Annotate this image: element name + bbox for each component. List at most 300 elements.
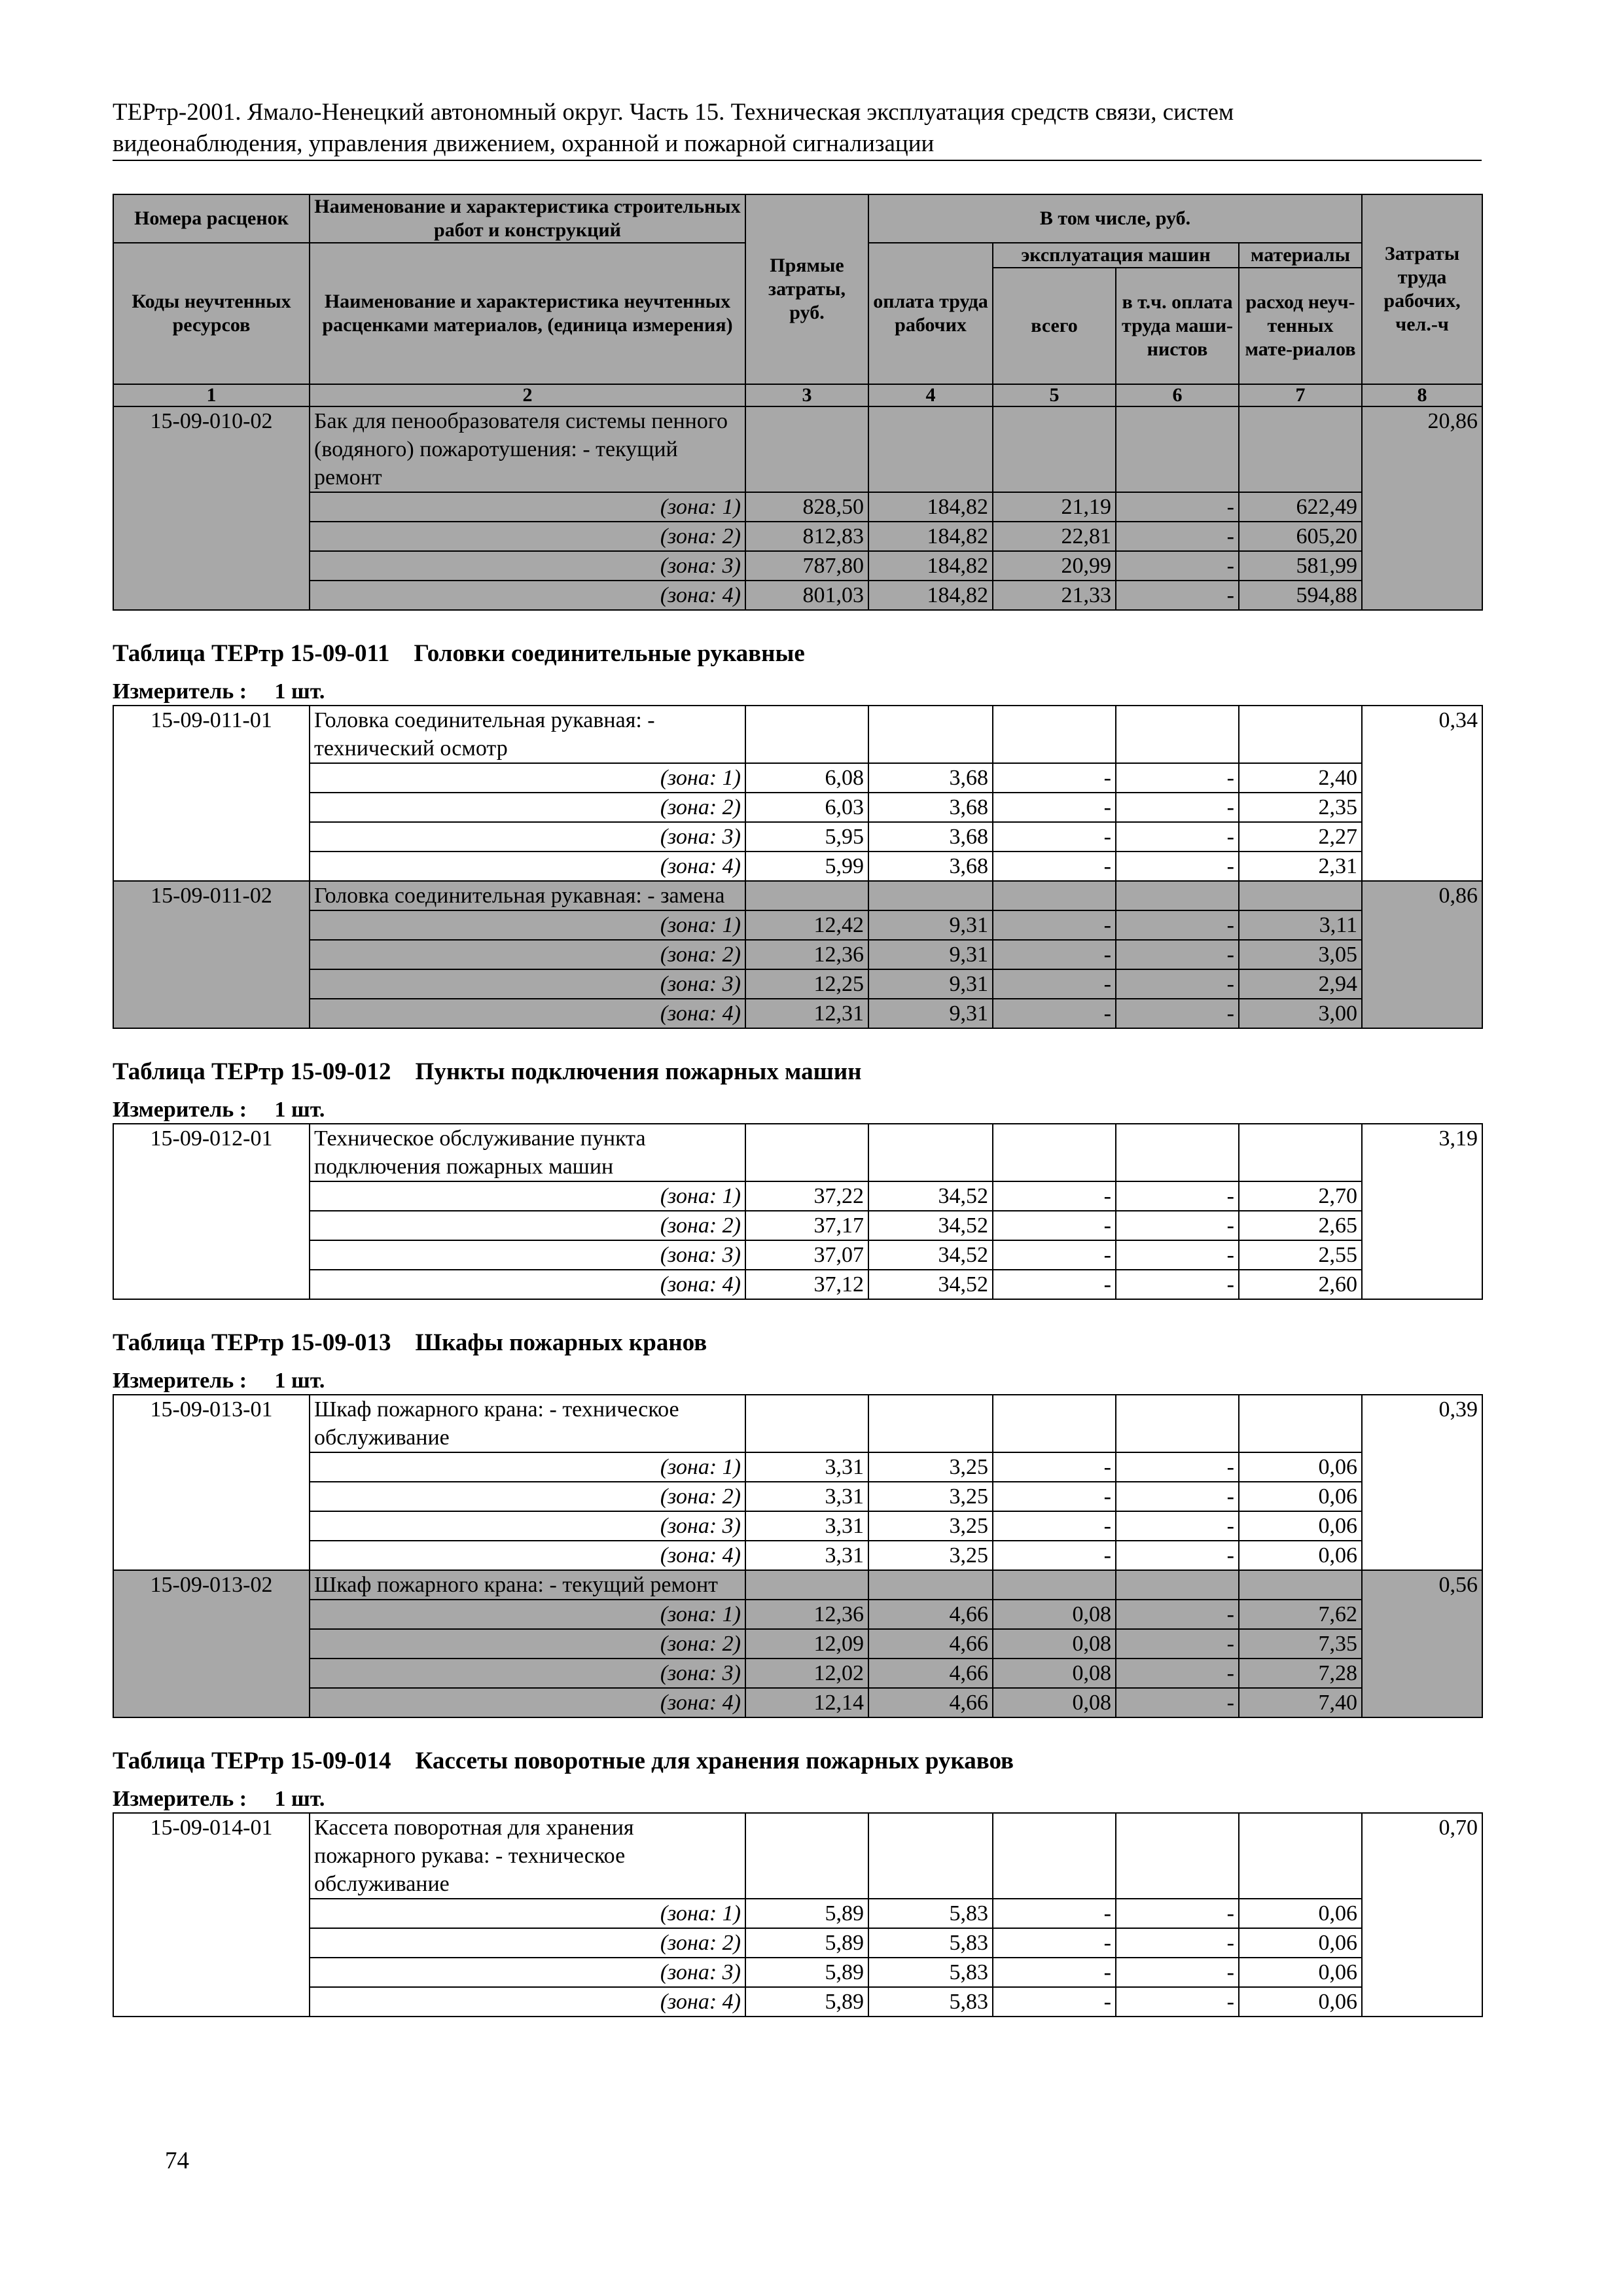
zone-value-v7: 0,06 [1239,1452,1362,1482]
rate-code: 15-09-010-02 [113,406,310,610]
document-page [113,97,1482,2017]
rate-code: 15-09-011-01 [113,706,310,881]
zone-value-v3: 12,09 [745,1629,868,1659]
zone-value-v7: 2,27 [1239,822,1362,852]
zone-value-v7: 2,40 [1239,763,1362,793]
zone-value-v6: - [1116,1958,1239,1987]
rate-name: Кассета поворотная для хранения пожарного рукава: - техническое обслуживание [310,1813,745,1899]
empty-cell [868,406,993,492]
zone-value-v5: - [993,1958,1116,1987]
zone-value-v6: - [1116,1987,1239,2017]
zone-value-v4: 9,31 [868,999,993,1028]
zone-row [113,1270,1482,1299]
empty-cell [745,406,868,492]
zone-value-v4: 9,31 [868,940,993,969]
zone-row [113,1928,1482,1958]
col6-header: в т.ч. оплата труда маши-нистов [1116,268,1239,384]
zone-label: (зона: 3) [310,822,745,852]
zone-label: (зона: 2) [310,1211,745,1240]
empty-cell [993,706,1116,763]
zone-value-v5: 22,81 [993,522,1116,551]
section-title: Таблица ТЕРтр 15-09-012 Пункты подключения пожарных машин [113,1058,862,1085]
zone-value-v5: - [993,1987,1116,2017]
zone-value-v6: - [1116,940,1239,969]
zone-value-v7: 0,06 [1239,1899,1362,1928]
zone-value-v4: 3,25 [868,1511,993,1541]
zone-value-v4: 5,83 [868,1987,993,2017]
machines-header: эксплуатация машин [993,243,1239,268]
zone-value-v3: 12,25 [745,969,868,999]
column-number: 1 [113,384,310,406]
zone-label: (зона: 2) [310,1482,745,1511]
zone-value-v4: 4,66 [868,1688,993,1717]
zone-value-v5: - [993,1511,1116,1541]
zone-value-v6: - [1116,999,1239,1028]
zone-value-v6: - [1116,822,1239,852]
zone-value-v4: 5,83 [868,1928,993,1958]
zone-row [113,581,1482,610]
empty-cell [1239,1813,1362,1899]
rate-code: 15-09-013-01 [113,1395,310,1570]
rate-code: 15-09-013-02 [113,1570,310,1717]
empty-cell [868,1395,993,1452]
empty-cell [1239,706,1362,763]
zone-value-v6: - [1116,1928,1239,1958]
zone-row [113,763,1482,793]
column-number: 3 [745,384,868,406]
zone-value-v5: - [993,852,1116,881]
zone-value-v6: - [1116,1541,1239,1570]
zone-value-v3: 12,31 [745,999,868,1028]
zone-value-v3: 12,14 [745,1688,868,1717]
zone-value-v3: 801,03 [745,581,868,610]
rate-code: 15-09-014-01 [113,1813,310,2017]
zone-label: (зона: 4) [310,1541,745,1570]
section-meter: Измеритель : 1 шт. [113,1787,325,1811]
zone-value-v5: - [993,1928,1116,1958]
zone-label: (зона: 1) [310,910,745,940]
zone-row [113,1958,1482,1987]
rates-table-header [113,194,1483,611]
zone-label: (зона: 1) [310,492,745,522]
section-title: Таблица ТЕРтр 15-09-011 Головки соединительные рукавные [113,640,805,667]
zone-row [113,969,1482,999]
column-number: 2 [310,384,745,406]
materials-header: материалы [1239,243,1362,268]
rate-row [113,406,1482,492]
zone-value-v7: 2,65 [1239,1211,1362,1240]
empty-cell [1239,881,1362,910]
zone-label: (зона: 1) [310,1600,745,1629]
zone-value-v4: 9,31 [868,910,993,940]
zone-value-v6: - [1116,1659,1239,1688]
zone-value-v3: 12,36 [745,940,868,969]
zone-row [113,1600,1482,1629]
zone-value-v6: - [1116,910,1239,940]
zone-row [113,522,1482,551]
zone-value-v4: 184,82 [868,492,993,522]
zone-value-v3: 5,89 [745,1899,868,1928]
zone-value-v6: - [1116,1600,1239,1629]
zone-label: (зона: 1) [310,1181,745,1211]
col2-top-header: Наименование и характеристика строительных работ и конструкций [310,194,745,243]
zone-value-v7: 0,06 [1239,1958,1362,1987]
zone-value-v7: 2,94 [1239,969,1362,999]
rate-name: Шкаф пожарного крана: - текущий ремонт [310,1570,745,1600]
labor-cost: 20,86 [1362,406,1482,610]
zone-label: (зона: 2) [310,793,745,822]
rate-code: 15-09-012-01 [113,1124,310,1299]
zone-value-v3: 6,08 [745,763,868,793]
zone-value-v5: - [993,1270,1116,1299]
zone-label: (зона: 2) [310,1928,745,1958]
empty-cell [868,1813,993,1899]
col5-header: всего [993,268,1116,384]
empty-cell [745,1395,868,1452]
zone-value-v6: - [1116,1511,1239,1541]
zone-value-v3: 5,95 [745,822,868,852]
empty-cell [993,406,1116,492]
zone-label: (зона: 3) [310,1240,745,1270]
section-table [113,1812,1483,2017]
labor-cost: 0,56 [1362,1570,1482,1717]
zone-value-v3: 6,03 [745,793,868,822]
zone-value-v4: 34,52 [868,1211,993,1240]
zone-value-v6: - [1116,492,1239,522]
zone-value-v4: 3,25 [868,1482,993,1511]
zone-label: (зона: 4) [310,999,745,1028]
zone-value-v5: 0,08 [993,1659,1116,1688]
zone-value-v5: - [993,1211,1116,1240]
zone-value-v7: 2,31 [1239,852,1362,881]
zone-value-v5: - [993,822,1116,852]
empty-cell [1116,406,1239,492]
zone-value-v4: 4,66 [868,1629,993,1659]
zone-value-v3: 5,89 [745,1928,868,1958]
section-title: Таблица ТЕРтр 15-09-014 Кассеты поворотные для хранения пожарных рукавов [113,1748,1014,1774]
zone-value-v6: - [1116,1181,1239,1211]
zone-value-v5: - [993,1541,1116,1570]
empty-cell [1116,1570,1239,1600]
zone-value-v7: 3,05 [1239,940,1362,969]
zone-value-v7: 605,20 [1239,522,1362,551]
zone-label: (зона: 4) [310,1688,745,1717]
labor-cost: 0,70 [1362,1813,1482,2017]
zone-value-v5: 20,99 [993,551,1116,581]
empty-cell [1239,406,1362,492]
zone-label: (зона: 2) [310,940,745,969]
zone-value-v6: - [1116,1211,1239,1240]
zone-value-v5: - [993,940,1116,969]
zone-value-v7: 7,62 [1239,1600,1362,1629]
empty-cell [868,706,993,763]
rate-row [113,1124,1482,1181]
zone-row [113,1181,1482,1211]
zone-value-v5: - [993,1240,1116,1270]
zone-label: (зона: 3) [310,969,745,999]
zone-row [113,910,1482,940]
running-header-line-1: ТЕРтр-2001. Ямало-Ненецкий автономный округ. Часть 15. Техническая эксплуатация средств связи, систем [113,99,1234,126]
zone-value-v6: - [1116,969,1239,999]
zone-value-v4: 3,68 [868,852,993,881]
zone-value-v7: 594,88 [1239,581,1362,610]
section-table [113,705,1483,1029]
col4-header: оплата труда рабочих [868,243,993,384]
rate-name: Техническое обслуживание пункта подключения пожарных машин [310,1124,745,1181]
col1-top-header: Номера расценок [113,194,310,243]
zone-value-v7: 0,06 [1239,1482,1362,1511]
empty-cell [1239,1124,1362,1181]
zone-value-v6: - [1116,522,1239,551]
zone-value-v4: 5,83 [868,1899,993,1928]
empty-cell [745,1124,868,1181]
section-title: Таблица ТЕРтр 15-09-013 Шкафы пожарных кранов [113,1329,707,1356]
zone-value-v7: 2,60 [1239,1270,1362,1299]
zone-value-v6: - [1116,1688,1239,1717]
empty-cell [1239,1395,1362,1452]
zone-label: (зона: 3) [310,1659,745,1688]
zone-label: (зона: 4) [310,852,745,881]
zone-label: (зона: 4) [310,581,745,610]
zone-value-v6: - [1116,551,1239,581]
empty-cell [1116,881,1239,910]
empty-cell [1116,1124,1239,1181]
rate-row [113,881,1482,910]
zone-value-v5: - [993,1482,1116,1511]
zone-value-v3: 37,22 [745,1181,868,1211]
zone-value-v6: - [1116,1270,1239,1299]
rate-name: Головка соединительная рукавная: - замена [310,881,745,910]
zone-value-v5: - [993,910,1116,940]
empty-cell [993,1813,1116,1899]
zone-value-v3: 3,31 [745,1482,868,1511]
zone-label: (зона: 4) [310,1270,745,1299]
zone-value-v7: 7,35 [1239,1629,1362,1659]
rate-row [113,1395,1482,1452]
zone-value-v3: 12,02 [745,1659,868,1688]
zone-row [113,1541,1482,1570]
section-table [113,1123,1483,1300]
zone-value-v5: - [993,763,1116,793]
rate-code: 15-09-011-02 [113,881,310,1028]
zone-value-v4: 34,52 [868,1270,993,1299]
zone-value-v5: 0,08 [993,1600,1116,1629]
rate-row [113,1813,1482,1899]
zone-value-v5: 21,19 [993,492,1116,522]
zone-label: (зона: 1) [310,1899,745,1928]
zone-value-v7: 2,35 [1239,793,1362,822]
zone-value-v5: - [993,1452,1116,1482]
zone-row [113,1987,1482,2017]
zone-value-v6: - [1116,1240,1239,1270]
zone-value-v5: - [993,999,1116,1028]
sections-container [113,638,1482,2017]
zone-row [113,1899,1482,1928]
zone-label: (зона: 2) [310,522,745,551]
zone-label: (зона: 4) [310,1987,745,2017]
zone-value-v7: 2,70 [1239,1181,1362,1211]
zone-row [113,492,1482,522]
zone-value-v3: 3,31 [745,1511,868,1541]
zone-value-v6: - [1116,581,1239,610]
empty-cell [1116,1395,1239,1452]
zone-value-v4: 34,52 [868,1240,993,1270]
empty-cell [993,1570,1116,1600]
labor-cost: 0,86 [1362,881,1482,1028]
zone-row [113,551,1482,581]
empty-cell [745,1570,868,1600]
zone-value-v6: - [1116,793,1239,822]
zone-row [113,1482,1482,1511]
empty-cell [993,1395,1116,1452]
empty-cell [868,1570,993,1600]
column-number-row [113,384,1482,406]
zone-value-v7: 0,06 [1239,1928,1362,1958]
zone-value-v6: - [1116,763,1239,793]
zone-value-v3: 5,99 [745,852,868,881]
column-number: 8 [1362,384,1482,406]
empty-cell [745,706,868,763]
col2-bottom-header: Наименование и характеристика неучтенных расценками материалов, (единица измерения) [310,243,745,384]
zone-row [113,852,1482,881]
zone-value-v4: 184,82 [868,581,993,610]
zone-label: (зона: 2) [310,1629,745,1659]
col3-header: Прямые затраты, руб. [745,194,868,384]
zone-row [113,1629,1482,1659]
zone-value-v4: 3,68 [868,793,993,822]
labor-cost: 0,39 [1362,1395,1482,1570]
zone-label: (зона: 3) [310,551,745,581]
col1-bottom-header: Коды неучтенных ресурсов [113,243,310,384]
zone-value-v3: 3,31 [745,1541,868,1570]
running-header-line-2: видеонаблюдения, управления движением, охранной и пожарной сигнализации [113,128,1482,161]
zone-row [113,1659,1482,1688]
zone-value-v4: 5,83 [868,1958,993,1987]
zone-row [113,793,1482,822]
empty-cell [868,881,993,910]
empty-cell [868,1124,993,1181]
zone-value-v6: - [1116,1899,1239,1928]
zone-value-v3: 787,80 [745,551,868,581]
rate-row [113,706,1482,763]
zone-value-v4: 3,25 [868,1541,993,1570]
zone-label: (зона: 1) [310,1452,745,1482]
column-number: 4 [868,384,993,406]
zone-value-v7: 2,55 [1239,1240,1362,1270]
zone-value-v7: 3,11 [1239,910,1362,940]
zone-value-v3: 37,17 [745,1211,868,1240]
zone-value-v3: 812,83 [745,522,868,551]
zone-value-v7: 3,00 [1239,999,1362,1028]
empty-cell [993,881,1116,910]
zone-value-v4: 3,68 [868,822,993,852]
zone-value-v3: 37,07 [745,1240,868,1270]
empty-cell [745,881,868,910]
col7-header: расход неуч-тенных мате-риалов [1239,268,1362,384]
section-table [113,1394,1483,1718]
section-meter: Измеритель : 1 шт. [113,1098,325,1122]
zone-value-v3: 12,42 [745,910,868,940]
zone-value-v5: - [993,1181,1116,1211]
zone-value-v3: 37,12 [745,1270,868,1299]
zone-value-v4: 9,31 [868,969,993,999]
zone-value-v5: - [993,969,1116,999]
section-meter: Измеритель : 1 шт. [113,1369,325,1393]
zone-value-v7: 0,06 [1239,1541,1362,1570]
zone-value-v6: - [1116,852,1239,881]
rate-name: Головка соединительная рукавная: - технический осмотр [310,706,745,763]
rate-name: Шкаф пожарного крана: - техническое обслуживание [310,1395,745,1452]
zone-label: (зона: 1) [310,763,745,793]
zone-value-v4: 3,25 [868,1452,993,1482]
zone-row [113,1211,1482,1240]
zone-value-v7: 622,49 [1239,492,1362,522]
column-number: 5 [993,384,1116,406]
empty-cell [745,1813,868,1899]
zone-label: (зона: 3) [310,1511,745,1541]
column-number: 6 [1116,384,1239,406]
zone-value-v4: 4,66 [868,1600,993,1629]
zone-row [113,822,1482,852]
zone-value-v4: 3,68 [868,763,993,793]
zone-value-v7: 7,28 [1239,1659,1362,1688]
empty-cell [993,1124,1116,1181]
zone-value-v4: 184,82 [868,551,993,581]
zone-label: (зона: 3) [310,1958,745,1987]
section-meter: Измеритель : 1 шт. [113,679,325,704]
col8-header: Затраты труда рабочих, чел.-ч [1362,194,1482,384]
zone-value-v3: 3,31 [745,1452,868,1482]
zone-value-v5: 0,08 [993,1629,1116,1659]
column-number: 7 [1239,384,1362,406]
labor-cost: 3,19 [1362,1124,1482,1299]
rate-row [113,1570,1482,1600]
zone-value-v7: 0,06 [1239,1511,1362,1541]
zone-value-v7: 7,40 [1239,1688,1362,1717]
zone-value-v3: 828,50 [745,492,868,522]
labor-cost: 0,34 [1362,706,1482,881]
zone-value-v4: 4,66 [868,1659,993,1688]
empty-cell [1116,706,1239,763]
zone-row [113,1452,1482,1482]
zone-value-v5: - [993,1899,1116,1928]
zone-row [113,1511,1482,1541]
zone-value-v3: 5,89 [745,1987,868,2017]
group-header: В том числе, руб. [868,194,1362,243]
page-number: 74 [165,2147,189,2174]
zone-row [113,1688,1482,1717]
zone-value-v5: 0,08 [993,1688,1116,1717]
zone-value-v7: 581,99 [1239,551,1362,581]
zone-value-v3: 12,36 [745,1600,868,1629]
first-rate-body [113,406,1482,610]
zone-value-v5: 21,33 [993,581,1116,610]
zone-value-v4: 184,82 [868,522,993,551]
rate-name: Бак для пенообразователя системы пенного (водяного) пожаротушения: - текущий ремонт [310,406,745,492]
zone-value-v3: 5,89 [745,1958,868,1987]
zone-row [113,940,1482,969]
empty-cell [1239,1570,1362,1600]
zone-value-v7: 0,06 [1239,1987,1362,2017]
zone-value-v5: - [993,793,1116,822]
zone-row [113,1240,1482,1270]
zone-value-v4: 34,52 [868,1181,993,1211]
zone-row [113,999,1482,1028]
zone-value-v6: - [1116,1629,1239,1659]
zone-value-v6: - [1116,1452,1239,1482]
empty-cell [1116,1813,1239,1899]
zone-value-v6: - [1116,1482,1239,1511]
